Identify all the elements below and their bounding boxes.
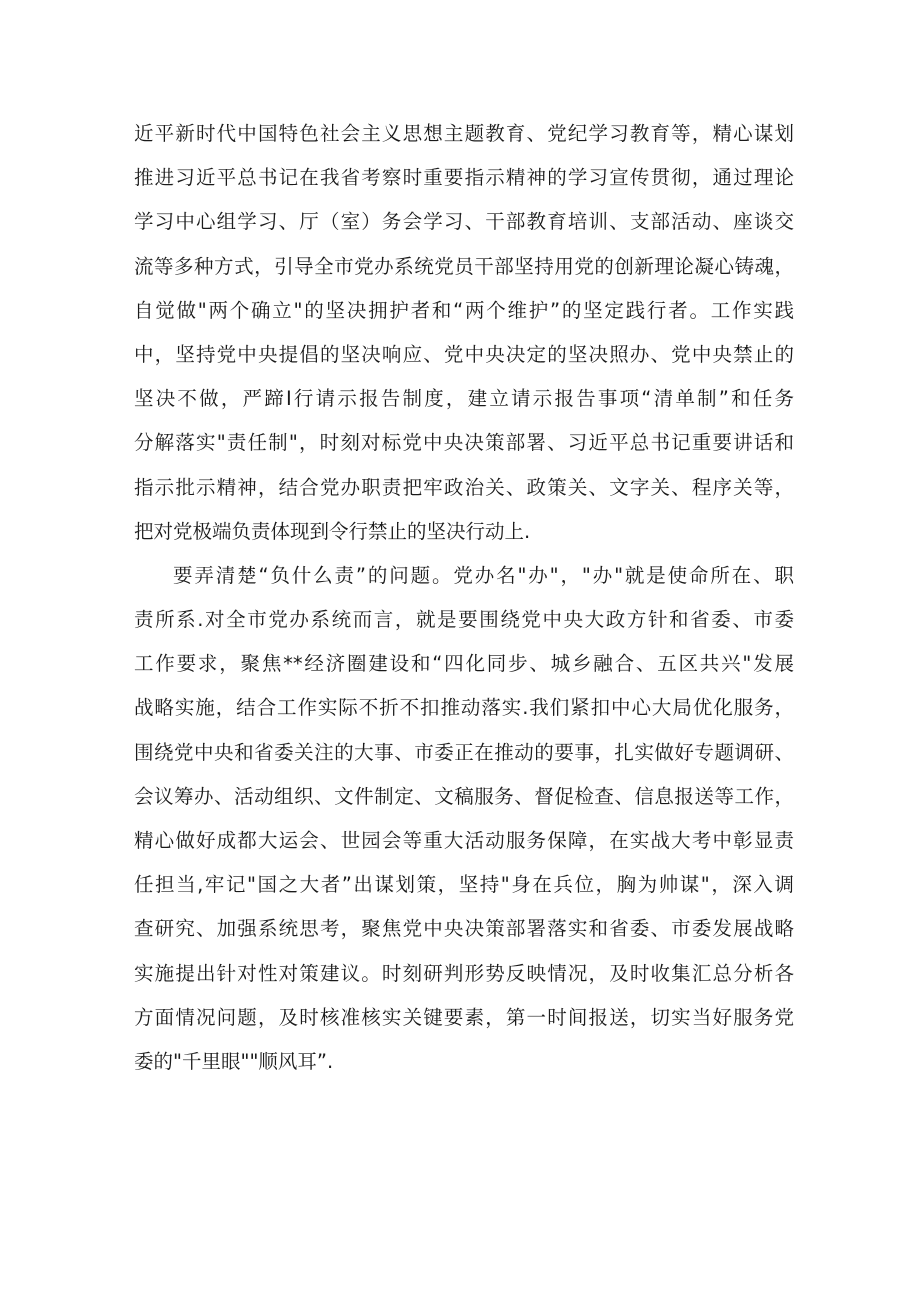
paragraph-line: 任担当,牢记"国之大者”出谋划策，坚持"身在兵位，胸为帅谋"，深入调 [134, 873, 794, 897]
paragraph-line: 责所系.对全市党办系统而言，就是要围绕党中央大政方针和省委、市委 [134, 608, 794, 632]
paragraph-line: 学习中心组学习、厅（室）务会学习、干部教育培训、支部活动、座谈交 [134, 210, 794, 234]
paragraph-line: 推进习近平总书记在我省考察时重要指示精神的学习宣传贯彻，通过理论 [134, 166, 794, 190]
paragraph-line: 精心做好成都大运会、世园会等重大活动服务保障，在实战大考中彰显责 [134, 829, 794, 852]
paragraph-line: 查研究、加强系统思考，聚焦党中央决策部署落实和省委、市委发展战略 [134, 917, 794, 941]
document-body [134, 112, 794, 1084]
paragraph-line: 近平新时代中国特色社会主义思想主题教育、党纪学习教育等，精心谋划 [134, 122, 794, 145]
paragraph-line: 流等多种方式，引导全市党办系统党员干部坚持用党的创新理论凝心铸魂， [134, 254, 794, 278]
paragraph-line: 工作要求，聚焦**经济圈建设和“四化同步、城乡融合、五区共兴"发展 [134, 652, 794, 676]
paragraph-line: 自觉做"两个确立"的坚决拥护者和“两个维护”的坚定践行者。工作实践 [134, 298, 794, 322]
paragraph-line: 围绕党中央和省委关注的大事、市委正在推动的要事，扎实做好专题调研、 [134, 740, 794, 764]
paragraph-2 [134, 554, 794, 1084]
paragraph-line: 把对党极端负责体现到令行禁止的坚决行动上. [134, 519, 531, 543]
paragraph-line: 要弄清楚“负什么责”的问题。党办名"办"，"办"就是使命所在、职 [173, 563, 794, 587]
paragraph-line: 分解落实"责任制"，时刻对标党中央决策部署、习近平总书记重要讲话和 [134, 431, 794, 455]
paragraph-line: 委的"千里眼""顺风耳”. [134, 1049, 334, 1073]
paragraph-1 [134, 112, 794, 554]
paragraph-line: 会议筹办、活动组织、文件制定、文稿服务、督促检查、信息报送等工作， [134, 784, 794, 808]
paragraph-line: 战略实施，结合工作实际不折不扣推动落实.我们紧扣中心大局优化服务， [134, 696, 794, 720]
paragraph-line: 指示批示精神，结合党办职责把牢政治关、政策关、文字关、程序关等， [134, 475, 794, 499]
paragraph-line: 实施提出针对性对策建议。时刻研判形势反映情况，及时收集汇总分析各 [134, 961, 794, 985]
paragraph-line: 中，坚持党中央提倡的坚决响应、党中央决定的坚决照办、党中央禁止的 [134, 342, 794, 366]
paragraph-line: 坚决不做，严蹄I行请示报告制度，建立请示报告事项“清单制”和任务 [134, 387, 794, 411]
paragraph-line: 方面情况问题，及时核准核实关键要素，第一时间报送，切实当好服务党 [134, 1005, 794, 1029]
